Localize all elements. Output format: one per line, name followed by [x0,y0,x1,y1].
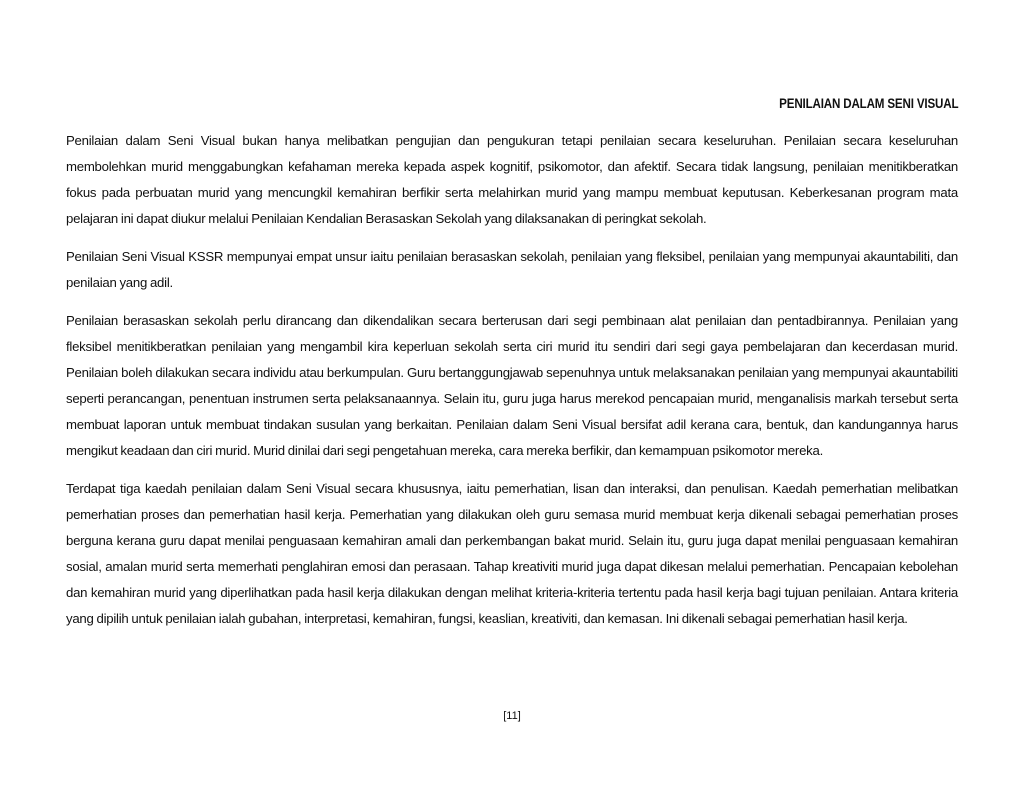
page-heading: PENILAIAN DALAM SENI VISUAL [778,96,958,111]
document-body [66,128,958,644]
paragraph-4: Terdapat tiga kaedah penilaian dalam Seni Visual secara khususnya, iaitu pemerhatian, lisan dan interaksi, dan penulisan. Kaedah pemerhatian melibatkan pemerhatian proses dan pemerhatian hasil kerja. Pemerhatian yang dilakukan oleh guru semasa murid membuat kerja dikenali sebagai pemerhatian proses berguna kerana guru dapat menilai penguasaan kemahiran amali dan perkembangan bakat murid. Selain itu, guru juga dapat menilai penguasaan kemahiran sosial, amalan murid serta memerhati penglahiran emosi dan perasaan. Tahap kreativiti murid juga dapat dikesan melalui pemerhatian. Pencapaian kebolehan dan kemahiran murid yang diperlihatkan pada hasil kerja dilakukan dengan melihat kriteria-kriteria tertentu pada hasil kerja bagi tujuan penilaian. Antara kriteria yang dipilih untuk penilaian ialah gubahan, interpretasi, kemahiran, fungsi, keaslian, kreativiti, dan kemasan. Ini dikenali sebagai pemerhatian hasil kerja. [66,481,958,626]
paragraph-1: Penilaian dalam Seni Visual bukan hanya melibatkan pengujian dan pengukuran tetapi penilaian secara keseluruhan. Penilaian secara keseluruhan membolehkan murid menggabungkan kefahaman mereka kepada aspek kognitif, psikomotor, dan afektif. Secara tidak langsung, penilaian menitikberatkan fokus pada perbuatan murid yang mencungkil kemahiran berfikir serta melahirkan murid yang mampu membuat keputusan. Keberkesanan program mata pelajaran ini dapat diukur melalui Penilaian Kendalian Berasaskan Sekolah yang dilaksanakan di peringkat sekolah. [66,133,958,226]
page-number: [11] [503,710,521,722]
paragraph-3: Penilaian berasaskan sekolah perlu dirancang dan dikendalikan secara berterusan dari segi pembinaan alat penilaian dan pentadbirannya. Penilaian yang fleksibel menitikberatkan penilaian yang mengambil kira keperluan sekolah serta ciri murid itu sendiri dari segi gaya pembelajaran dan kecerdasan murid. Penilaian boleh dilakukan secara individu atau berkumpulan. Guru bertanggungjawab sepenuhnya untuk melaksanakan penilaian yang mempunyai akauntabiliti seperti perancangan, penentuan instrumen serta pelaksanaannya. Selain itu, guru juga harus merekod pencapaian murid, menganalisis markah tersebut serta membuat laporan untuk membuat tindakan susulan yang berkaitan. Penilaian dalam Seni Visual bersifat adil kerana cara, bentuk, dan kandungannya harus mengikut keadaan dan ciri murid. Murid dinilai dari segi pengetahuan mereka, cara mereka berfikir, dan kemampuan psikomotor mereka. [66,313,958,458]
paragraph-2: Penilaian Seni Visual KSSR mempunyai empat unsur iaitu penilaian berasaskan sekolah, penilaian yang fleksibel, penilaian yang mempunyai akauntabiliti, dan penilaian yang adil. [66,249,958,290]
